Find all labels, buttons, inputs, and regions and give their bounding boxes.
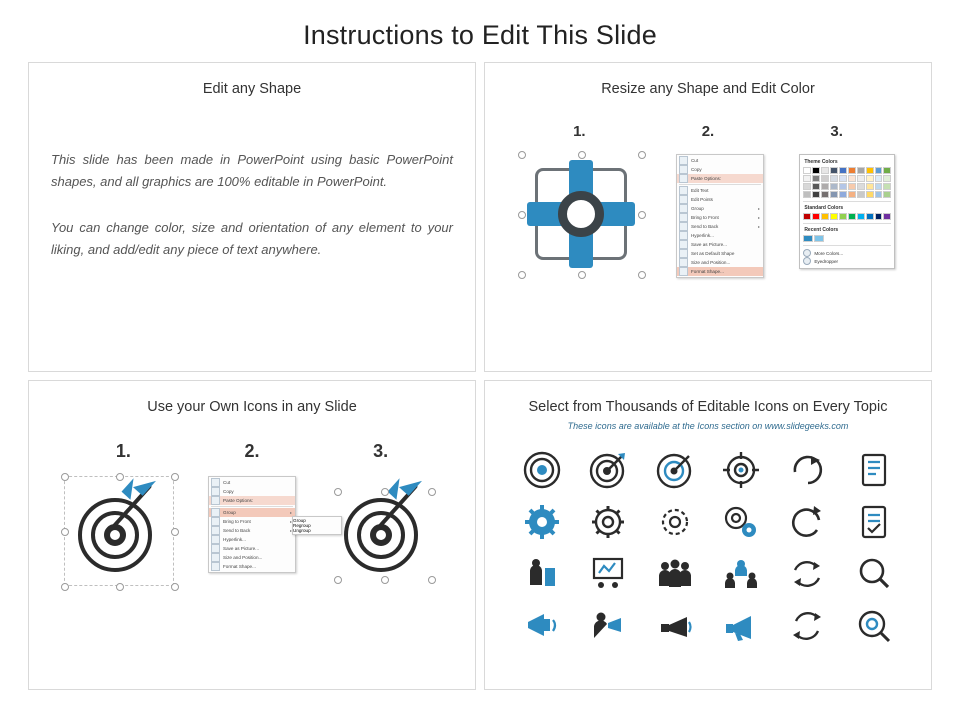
menu-item-hyperlink[interactable] xyxy=(677,231,763,240)
swatch[interactable] xyxy=(821,213,829,220)
format-shape-icon xyxy=(211,562,220,571)
menu-label: Size and Position... xyxy=(223,555,263,560)
target-dart-figure-ungrouped xyxy=(330,476,440,586)
menu-item-paste-options[interactable] xyxy=(209,496,295,505)
menu-label: Cut xyxy=(223,480,231,485)
swatch[interactable] xyxy=(821,175,829,182)
swatch[interactable] xyxy=(830,183,838,190)
swatch[interactable] xyxy=(883,167,891,174)
sub-handle[interactable] xyxy=(381,488,389,496)
step-number-1: 1. xyxy=(115,441,131,461)
menu-item-send-to-back[interactable] xyxy=(677,222,763,231)
menu-label: Hyperlink... xyxy=(223,537,246,542)
menu-item-edit-points[interactable] xyxy=(677,195,763,204)
menu-label: Format Shape... xyxy=(223,564,256,569)
cut-icon xyxy=(679,156,688,165)
swatch[interactable] xyxy=(848,175,856,182)
icon-target-dart-icon[interactable] xyxy=(575,447,641,493)
panel-title-own-icons: Use your Own Icons in any Slide xyxy=(147,399,357,415)
icon-target-circles-icon[interactable] xyxy=(509,447,575,493)
menu-label: Send to Back xyxy=(690,224,719,229)
bring-front-icon xyxy=(211,517,220,526)
resize-handle-sw[interactable] xyxy=(61,583,69,591)
swatch[interactable] xyxy=(875,167,883,174)
theme-swatch-row-3[interactable] xyxy=(803,183,891,190)
edit-shape-paragraph-2: You can change color, size and orientation of any element to your liking, and add/edit any piece of text anywhere. xyxy=(51,220,453,257)
swatch[interactable] xyxy=(803,213,811,220)
menu-label: Paste Options: xyxy=(690,176,722,181)
edit-shape-paragraph-1: This slide has been made in PowerPoint using basic PowerPoint shapes, and all graphics are 100% editable in PowerPoint. xyxy=(51,152,453,189)
swatch[interactable] xyxy=(839,191,847,198)
panel-own-icons xyxy=(28,380,476,690)
swatch[interactable] xyxy=(857,167,865,174)
menu-item-hyperlink[interactable] xyxy=(209,535,295,544)
menu-label: Save as Picture... xyxy=(223,546,260,551)
icon-gear-dashed-icon[interactable] xyxy=(642,499,708,545)
send-back-icon xyxy=(679,222,688,231)
edit-text-icon xyxy=(679,186,688,195)
icon-recycle-arrows-icon[interactable] xyxy=(774,551,840,597)
copy-icon xyxy=(211,487,220,496)
icon-bullhorn-blue-icon[interactable] xyxy=(708,603,774,649)
menu-item-copy[interactable] xyxy=(677,165,763,174)
save-picture-icon xyxy=(211,544,220,553)
menu-label: Regroup xyxy=(293,523,311,528)
swatch[interactable] xyxy=(875,191,883,198)
swatch[interactable] xyxy=(812,175,820,182)
format-shape-icon xyxy=(679,267,688,276)
step-number-2: 2. xyxy=(244,441,260,461)
palette-icon xyxy=(803,249,811,257)
menu-label: Ungroup xyxy=(293,528,311,533)
hyperlink-icon xyxy=(211,535,220,544)
swatch[interactable] xyxy=(866,167,874,174)
panel-title-editable-icons: Select from Thousands of Editable Icons on Every Topic xyxy=(528,399,888,415)
sub-handle[interactable] xyxy=(428,488,436,496)
panel-title-edit-shape: Edit any Shape xyxy=(202,81,302,97)
menu-label: Set as Default Shape xyxy=(690,251,735,256)
more-colors-label: More Colors... xyxy=(814,250,844,256)
icon-sync-arrows-icon[interactable] xyxy=(774,603,840,649)
swatch[interactable] xyxy=(848,213,856,220)
swatch[interactable] xyxy=(848,183,856,190)
color-picker-panel[interactable] xyxy=(799,154,895,269)
menu-label: Format Shape... xyxy=(690,269,724,274)
own-icons-menu-wrapper xyxy=(208,476,311,573)
step-number-3: 3. xyxy=(830,123,843,140)
chevron-right-icon: ▸ xyxy=(757,206,760,211)
resize-handle-nw[interactable] xyxy=(518,151,526,159)
swatch[interactable] xyxy=(848,167,856,174)
swatch[interactable] xyxy=(821,191,829,198)
resize-illustrations xyxy=(485,154,931,278)
sub-handle[interactable] xyxy=(428,576,436,584)
icon-target-arrow-icon[interactable] xyxy=(642,447,708,493)
swatch[interactable] xyxy=(830,191,838,198)
group-icon xyxy=(679,204,688,213)
swatch[interactable] xyxy=(830,167,838,174)
icon-megaphone-icon[interactable] xyxy=(509,603,575,649)
menu-label: Paste Options: xyxy=(223,498,254,503)
own-icons-step-numbers xyxy=(29,441,475,462)
swatch[interactable] xyxy=(830,175,838,182)
swatch[interactable] xyxy=(821,167,829,174)
divider xyxy=(803,201,891,202)
eyedropper-icon xyxy=(803,257,811,265)
icon-gear-outline-icon[interactable] xyxy=(575,499,641,545)
standard-colors-label: Standard Colors xyxy=(804,205,844,211)
swatch[interactable] xyxy=(857,183,865,190)
standard-swatch-row[interactable] xyxy=(803,213,891,220)
menu-item-bring-to-front[interactable] xyxy=(209,517,295,526)
swatch[interactable] xyxy=(857,191,865,198)
hyperlink-icon xyxy=(679,231,688,240)
panel-editable-icons xyxy=(484,380,932,690)
menu-item-edit-text[interactable] xyxy=(677,186,763,195)
swatch[interactable] xyxy=(803,175,811,182)
menu-label: Save as Picture... xyxy=(690,242,727,247)
icon-presentation-people-icon[interactable] xyxy=(575,551,641,597)
menu-label: Group xyxy=(293,518,306,523)
swatch[interactable] xyxy=(839,167,847,174)
menu-item-group[interactable] xyxy=(677,204,763,213)
swatch[interactable] xyxy=(857,175,865,182)
resize-handle-e[interactable] xyxy=(638,211,646,219)
resize-handle-s[interactable] xyxy=(578,271,586,279)
paste-icon xyxy=(211,496,220,505)
save-picture-icon xyxy=(679,240,688,249)
recent-colors-label: Recent Colors xyxy=(804,227,839,233)
chevron-right-icon: ▸ xyxy=(757,224,760,229)
eyedropper-label: Eyedropper xyxy=(814,258,839,264)
menu-item-send-to-back[interactable] xyxy=(209,526,295,535)
swatch[interactable] xyxy=(803,167,811,174)
chevron-right-icon: ▸ xyxy=(757,215,760,220)
icon-team-meeting-icon[interactable] xyxy=(708,551,774,597)
menu-label: Copy xyxy=(223,489,234,494)
icon-checklist-document-icon[interactable] xyxy=(841,499,907,545)
panel-resize-shape xyxy=(484,62,932,372)
resize-handle-ne[interactable] xyxy=(638,151,646,159)
icon-context-menu[interactable] xyxy=(208,476,296,573)
resize-handle-n[interactable] xyxy=(116,473,124,481)
sub-handle[interactable] xyxy=(381,576,389,584)
swatch[interactable] xyxy=(883,183,891,190)
menu-item-format-shape[interactable] xyxy=(209,562,295,571)
menu-item-cut[interactable] xyxy=(677,156,763,165)
menu-item-cut[interactable] xyxy=(209,478,295,487)
menu-label: Bring to Front xyxy=(690,215,719,220)
swatch[interactable] xyxy=(814,235,824,242)
resize-handle-nw[interactable] xyxy=(61,473,69,481)
swatch[interactable] xyxy=(812,183,820,190)
target-dart-figure-selected xyxy=(64,476,174,586)
panel-edit-shape xyxy=(28,62,476,372)
size-position-icon xyxy=(679,258,688,267)
icon-people-podium-icon[interactable] xyxy=(509,551,575,597)
sub-handle[interactable] xyxy=(334,488,342,496)
swatch[interactable] xyxy=(812,213,820,220)
swatch[interactable] xyxy=(812,191,820,198)
resize-handle-se[interactable] xyxy=(171,583,179,591)
menu-item-size-and-position[interactable] xyxy=(677,258,763,267)
swatch[interactable] xyxy=(839,213,847,220)
swatch[interactable] xyxy=(857,213,865,220)
menu-label: Edit Text xyxy=(690,188,709,193)
swatch[interactable] xyxy=(875,213,883,220)
swatch[interactable] xyxy=(875,175,883,182)
chevron-right-icon: ▸ xyxy=(289,528,292,533)
page-title: Instructions to Edit This Slide xyxy=(303,20,657,50)
swatch[interactable] xyxy=(883,191,891,198)
divider xyxy=(803,245,891,246)
menu-label: Group xyxy=(690,206,704,211)
swatch[interactable] xyxy=(883,175,891,182)
menu-label: Size and Position... xyxy=(690,260,731,265)
menu-item-bring-to-front[interactable] xyxy=(677,213,763,222)
paste-icon xyxy=(679,174,688,183)
group-icon xyxy=(211,508,220,517)
edit-points-icon xyxy=(679,195,688,204)
swatch[interactable] xyxy=(866,213,874,220)
chevron-right-icon: ▸ xyxy=(289,519,292,524)
swatch[interactable] xyxy=(839,175,847,182)
resize-handle-ne[interactable] xyxy=(171,473,179,481)
resize-handle-sw[interactable] xyxy=(518,271,526,279)
menu-label: Edit Points xyxy=(690,197,713,202)
icon-group-people-icon[interactable] xyxy=(642,551,708,597)
swatch[interactable] xyxy=(866,191,874,198)
resize-handle-e[interactable] xyxy=(171,528,179,536)
swatch[interactable] xyxy=(830,213,838,220)
step-number-3: 3. xyxy=(373,441,389,461)
theme-colors-label: Theme Colors xyxy=(804,159,838,165)
menu-item-set-default-shape[interactable] xyxy=(677,249,763,258)
icon-document-list-icon[interactable] xyxy=(841,447,907,493)
divider xyxy=(803,223,891,224)
swatch[interactable] xyxy=(803,235,813,242)
resize-handle-w[interactable] xyxy=(518,211,526,219)
bring-front-icon xyxy=(679,213,688,222)
menu-item-copy[interactable] xyxy=(209,487,295,496)
chevron-right-icon: ▸ xyxy=(289,510,292,515)
menu-label: Copy xyxy=(690,167,702,172)
panel-grid xyxy=(28,62,932,692)
icon-refresh-clockwise-icon[interactable] xyxy=(774,447,840,493)
copy-icon xyxy=(679,165,688,174)
menu-label: Cut xyxy=(690,158,699,163)
icon-bullhorn-left-icon[interactable] xyxy=(642,603,708,649)
sub-handle[interactable] xyxy=(334,576,342,584)
editable-shape-figure xyxy=(521,154,641,274)
swatch[interactable] xyxy=(803,191,811,198)
eyedropper-button[interactable] xyxy=(803,257,891,265)
icon-crosshair-icon[interactable] xyxy=(708,447,774,493)
resize-handle-w[interactable] xyxy=(61,528,69,536)
menu-item-size-and-position[interactable] xyxy=(209,553,295,562)
swatch[interactable] xyxy=(839,183,847,190)
default-shape-icon xyxy=(679,249,688,258)
menu-item-format-shape[interactable] xyxy=(677,267,763,276)
icon-magnifier-icon[interactable] xyxy=(841,551,907,597)
shape-context-menu[interactable] xyxy=(676,154,764,278)
resize-step-numbers xyxy=(485,123,931,140)
resize-handle-se[interactable] xyxy=(638,271,646,279)
theme-swatch-row-4[interactable] xyxy=(803,191,891,198)
menu-item-paste-options[interactable] xyxy=(677,174,763,183)
swatch[interactable] xyxy=(866,183,874,190)
own-icons-illustrations xyxy=(29,476,475,586)
more-colors-button[interactable] xyxy=(803,249,891,257)
icon-library-grid xyxy=(509,447,907,649)
menu-label: Group xyxy=(223,510,236,515)
menu-label: Send to Back xyxy=(223,528,251,533)
swatch[interactable] xyxy=(821,183,829,190)
icon-target-search-icon[interactable] xyxy=(841,603,907,649)
theme-swatch-row-2[interactable] xyxy=(803,175,891,182)
menu-item-save-as-picture[interactable] xyxy=(209,544,295,553)
swatch[interactable] xyxy=(812,167,820,174)
menu-separator xyxy=(211,506,293,507)
menu-label: Hyperlink... xyxy=(690,233,714,238)
menu-separator xyxy=(679,184,761,185)
swatch[interactable] xyxy=(883,213,891,220)
step-number-2: 2. xyxy=(701,123,715,140)
swatch[interactable] xyxy=(866,175,874,182)
icon-gears-double-icon[interactable] xyxy=(708,499,774,545)
size-position-icon xyxy=(211,553,220,562)
menu-label: Bring to Front xyxy=(223,519,251,524)
swatch[interactable] xyxy=(848,191,856,198)
resize-handle-n[interactable] xyxy=(578,151,586,159)
menu-item-save-as-picture[interactable] xyxy=(677,240,763,249)
recent-swatch-row[interactable] xyxy=(803,235,891,242)
swatch[interactable] xyxy=(803,183,811,190)
panel-title-resize-shape: Resize any Shape and Edit Color xyxy=(601,81,815,97)
shape-ring xyxy=(558,191,604,237)
panel-subtitle-editable-icons: These icons are available at the Icons section on www.slidegeeks.com xyxy=(567,421,849,431)
send-back-icon xyxy=(211,526,220,535)
swatch[interactable] xyxy=(875,183,883,190)
theme-swatch-row-1[interactable] xyxy=(803,167,891,174)
step-number-1: 1. xyxy=(573,123,586,140)
resize-handle-s[interactable] xyxy=(116,583,124,591)
icon-gear-filled-icon[interactable] xyxy=(509,499,575,545)
menu-item-group[interactable] xyxy=(209,508,295,517)
cut-icon xyxy=(211,478,220,487)
icon-reload-circle-icon[interactable] xyxy=(774,499,840,545)
icon-person-megaphone-icon[interactable] xyxy=(575,603,641,649)
